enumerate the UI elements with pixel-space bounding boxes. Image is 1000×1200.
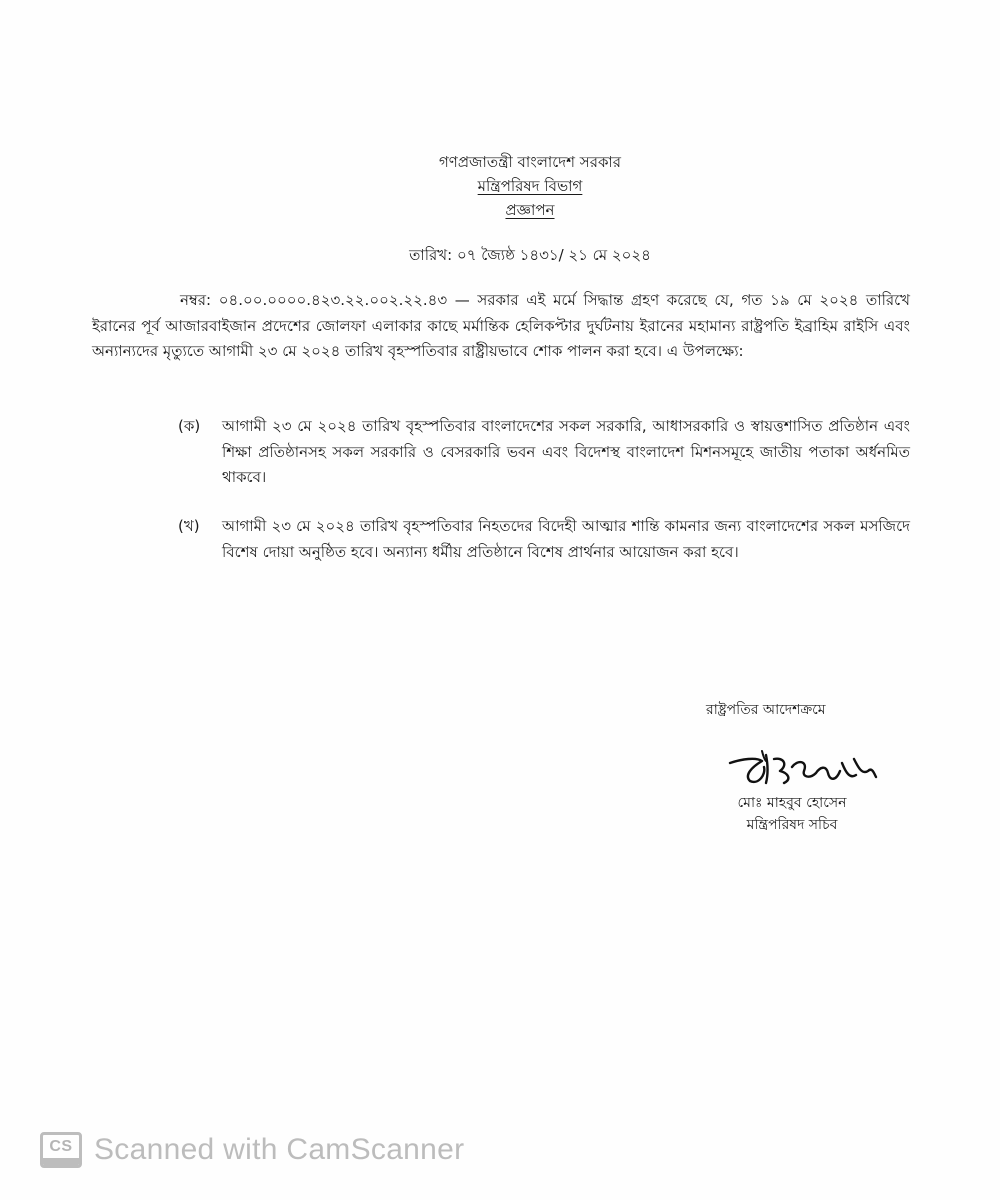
order-line: রাষ্ট্রপতির আদেশক্রমে — [706, 702, 826, 718]
list-item-marker: (ক) — [178, 417, 201, 435]
date-line: তারিখ: ০৭ জ্যৈষ্ঠ ১৪৩১/ ২১ মে ২০২৪ — [409, 246, 651, 264]
watermark-text: Scanned with CamScanner — [94, 1133, 465, 1166]
list-item-ka — [178, 414, 910, 491]
camscanner-watermark — [40, 1132, 464, 1168]
list-item-kha — [178, 514, 910, 565]
signer-block — [712, 792, 872, 836]
list-item-text: আগামী ২৩ মে ২০২৪ তারিখ বৃহস্পতিবার নিহতদের বিদেহী আত্মার শান্তি কামনার জন্য বাংলাদেশের সকল মসজিদে বিশেষ দোয়া অনুষ্ঠিত হবে। অন্যান্য ধর্মীয় প্রতিষ্ঠানে বিশেষ প্রার্থনার আয়োজন করা হবে। — [222, 517, 910, 561]
signer-title: মন্ত্রিপরিষদ সচিব — [746, 817, 838, 833]
division-name: মন্ত্রিপরিষদ বিভাগ — [477, 177, 583, 195]
main-paragraph: নম্বর: ০৪.০০.০০০০.৪২৩.২২.০০২.২২.৪৩ — সরকার এই মর্মে সিদ্ধান্ত গ্রহণ করেছে যে, গত ১৯ মে ২০২৪ তারিখে ইরানের পূর্ব আজারবাইজান প্রদেশের জোলফা এলাকার কাছে মর্মান্তিক হেলিকপ্টার দুর্ঘটনায় ইরানের মহামান্য রাষ্ট্রপতি ইব্রাহিম রাইসি এবং অন্যান্যদের মৃত্যুতে আগামী ২৩ মে ২০২৪ তারিখ বৃহস্পতিবার রাষ্ট্রীয়ভাবে শোক পালন করা হবে। এ উপলক্ষ্যে: — [92, 291, 910, 360]
camscanner-logo-icon: CS — [40, 1132, 82, 1168]
signature-icon — [722, 745, 882, 793]
list-item-text: আগামী ২৩ মে ২০২৪ তারিখ বৃহস্পতিবার বাংলাদেশের সকল সরকারি, আধাসরকারি ও স্বায়ত্তশাসিত প্রতিষ্ঠান এবং শিক্ষা প্রতিষ্ঠানসহ সকল সরকারি ও বেসরকারি ভবন এবং বিদেশস্থ বাংলাদেশ মিশনসমূহে জাতীয় পতাকা অর্ধনমিত থাকবে। — [222, 417, 910, 486]
signer-name: মোঃ মাহবুব হোসেন — [737, 795, 847, 811]
list-item-marker: (খ) — [178, 517, 200, 535]
document-header — [0, 150, 1000, 222]
document-type: প্রজ্ঞাপন — [505, 201, 555, 219]
government-name: গণপ্রজাতন্ত্রী বাংলাদেশ সরকার — [438, 153, 622, 171]
